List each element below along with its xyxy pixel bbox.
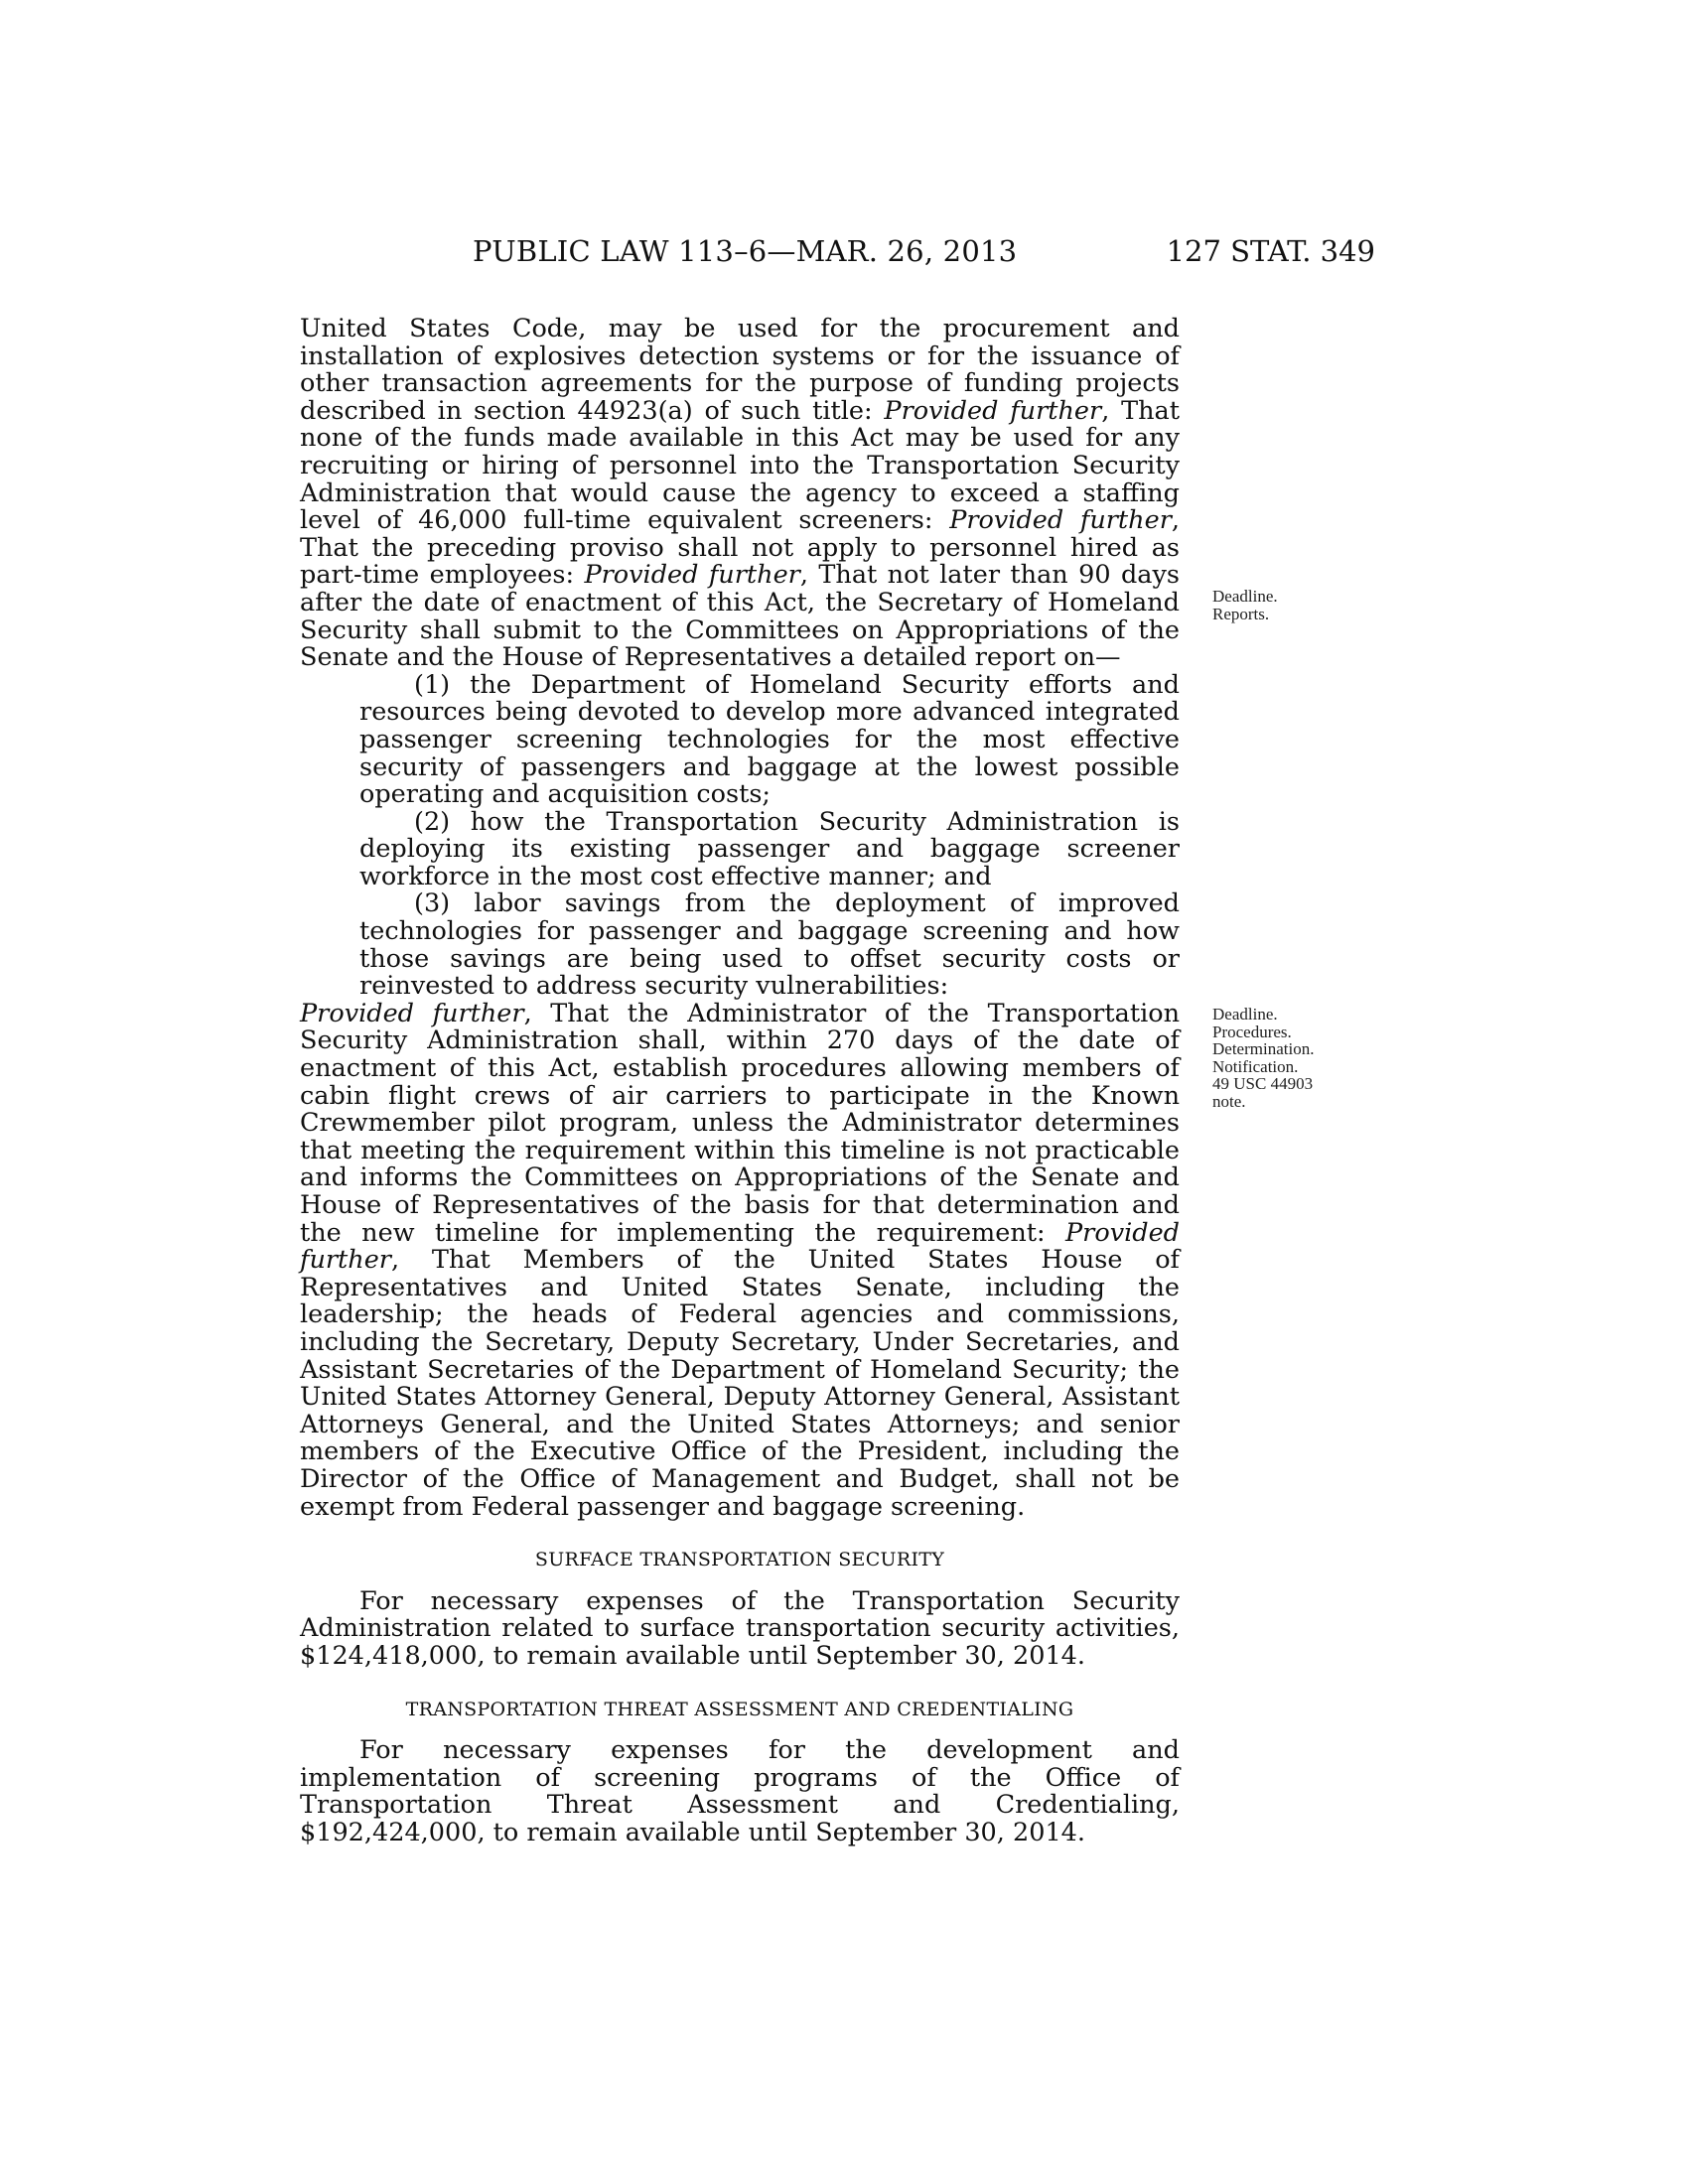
paragraph-surface-security: For necessary expenses of the Transportation Security Administration related to surface transportation security activities, $124,418,000, to remain available until September 30, 2014. (300, 1585, 1180, 1671)
section-heading: TRANSPORTATION THREAT ASSESSMENT AND CREDENTIALING (405, 1698, 1074, 1720)
paragraph-funding-provisos: United States Code, may be used for the procurement and installation of explosives detection systems or for the issuance of other transaction agreements for the purpose of funding projects described in section 44923(a) of such title: Provided further, That none of the funds made available in this Act may be used for any recruiting or hiring of personnel into the Transportation Security Administration that would cause the agency to exceed a staffing level of 46,000 full-time equivalent screeners: Provided further, That the preceding proviso shall not apply to personnel hired as part-time employees: Provided further, That not later than 90 days after the date of enactment of this Act, the Secretary of Homeland Security shall submit to the Committees on Appropriations of the Senate and the House of Representatives a detailed report on— (300, 314, 1181, 673)
list-item: (3) labor savings from the deployment of improved technologies for passenger and baggage screening and how those savings are being used to offset security costs or reinvested to address security vulnerabilities: (359, 888, 1180, 1002)
page-header (298, 234, 1375, 280)
paragraph-known-crewmember: Provided further, That the Administrator of the Transportation Security Administration shall, within 270 days of the date of enactment of this Act, establish procedures allowing members of cabin flight crews of air carriers to participate in the Known Crewmember pilot program, unless the Administrator determines that meeting the requirement within this timeline is not practicable and informs the Committees on Appropriations of the Senate and House of Representatives of the basis for that determination and the new timeline for implementing the requirement: Provided further, That Members of the United States House of Representatives and United States Senate, including the leadership; the heads of Federal agencies and commissions, including the Secretary, Deputy Secretary, Under Secretaries, and Assistant Secretaries of the Department of Homeland Security; the United States Attorney General, Deputy Attorney General, Assistant Attorneys General, and the United States Attorneys; and senior members of the Executive Office of the President, including the Director of the Office of Management and Budget, shall not be exempt from Federal passenger and baggage screening. (300, 998, 1180, 1522)
section-heading: SURFACE TRANSPORTATION SECURITY (534, 1549, 945, 1571)
paragraph-threat-assessment: For necessary expenses for the development and implementation of screening programs of the Office of Transportation Threat Assessment and Credentialing, $192,424,000, to remain available until September 30, 2014. (300, 1735, 1180, 1847)
margin-note: Deadline. Reports. (1212, 587, 1278, 623)
public-law-title: PUBLIC LAW 113–6—MAR. 26, 2013 (473, 234, 1018, 268)
statute-page-number: 127 STAT. 349 (1166, 234, 1375, 268)
list-item: (2) how the Transportation Security Administration is deploying its existing passenger and baggage screener workforce in the most cost effective manner; and (359, 806, 1180, 891)
list-item: (1) the Department of Homeland Security efforts and resources being devoted to develop more advanced integrated passenger screening technologies for the most effective security of passengers and baggage at the lowest possible operating and acquisition costs; (359, 669, 1180, 810)
margin-note: Deadline. Procedures. Determination. Notification. 49 USC 44903 note. (1212, 1005, 1315, 1111)
document-body (300, 316, 1180, 1846)
